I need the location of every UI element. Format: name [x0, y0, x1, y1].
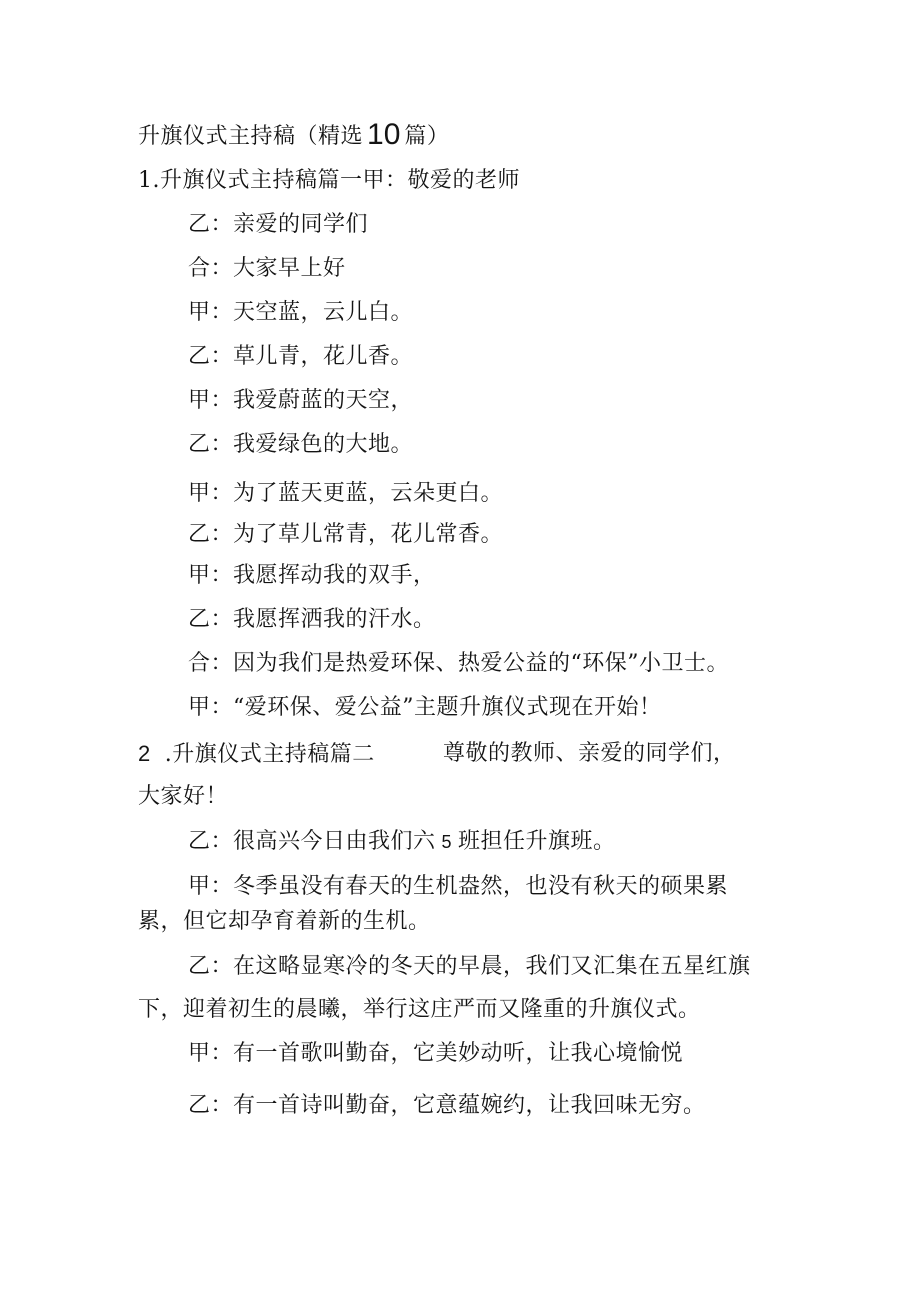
dialogue-text: 班担任升旗班。: [458, 829, 616, 854]
dialogue-line: [188, 828, 616, 856]
dialogue-line: 乙：在这略显寒冷的冬天的早晨，我们又汇集在五星红旗: [188, 954, 751, 979]
dialogue-line-cont: 累，但它却孕育着新的生机。: [138, 909, 431, 934]
dialogue-line: 合：大家早上好: [188, 256, 346, 281]
dialogue-line: 乙：我愿挥洒我的汗水。: [188, 607, 436, 632]
dialogue-line: 合：因为我们是热爱环保、热爱公益的“环保”小卫士。: [188, 651, 729, 676]
section2-title: .升旗仪式主持稿篇二: [164, 742, 375, 767]
class-number: 5: [441, 832, 453, 852]
title-suffix: 篇）: [404, 124, 450, 149]
dialogue-line: 甲：我愿挥动我的双手，: [188, 563, 436, 588]
dialogue-line: 甲：有一首歌叫勤奋，它美妙动听，让我心境愉悦: [188, 1041, 684, 1066]
dialogue-line: 乙：我爱绿色的大地。: [188, 432, 414, 457]
section2-heading: [138, 740, 375, 769]
dialogue-line-cont: 下，迎着初生的晨曦，举行这庄严而又隆重的升旗仪式。: [138, 997, 701, 1022]
section2-heading-rest: 尊敬的教师、亲爱的同学们，: [443, 741, 736, 766]
dialogue-line: 乙：为了草儿常青，花儿常香。: [188, 522, 504, 547]
dialogue-line: 乙：草儿青，花儿香。: [188, 344, 414, 369]
document-title: [138, 120, 449, 151]
dialogue-line: 甲：为了蓝天更蓝，云朵更白。: [188, 481, 504, 506]
dialogue-line: 乙：亲爱的同学们: [188, 212, 369, 237]
dialogue-line: 甲：我爱蔚蓝的天空，: [188, 388, 414, 413]
dialogue-line: 甲：天空蓝，云儿白。: [188, 300, 414, 325]
dialogue-line: 甲：冬季虽没有春天的生机盎然，也没有秋天的硕果累: [188, 874, 729, 899]
section2-heading-cont: 大家好！: [138, 784, 229, 809]
title-prefix: 升旗仪式主持稿（精选: [138, 124, 364, 149]
section2-number: 2: [138, 741, 151, 766]
section1-heading: 1.升旗仪式主持稿篇一甲：敬爱的老师: [138, 168, 520, 193]
title-number: 10: [367, 118, 401, 151]
dialogue-line: 甲：“爱环保、爱公益”主题升旗仪式现在开始！: [188, 695, 662, 720]
dialogue-text: 乙：很高兴今日由我们六: [188, 829, 436, 854]
dialogue-line: 乙：有一首诗叫勤奋，它意蕴婉约，让我回味无穷。: [188, 1093, 706, 1118]
